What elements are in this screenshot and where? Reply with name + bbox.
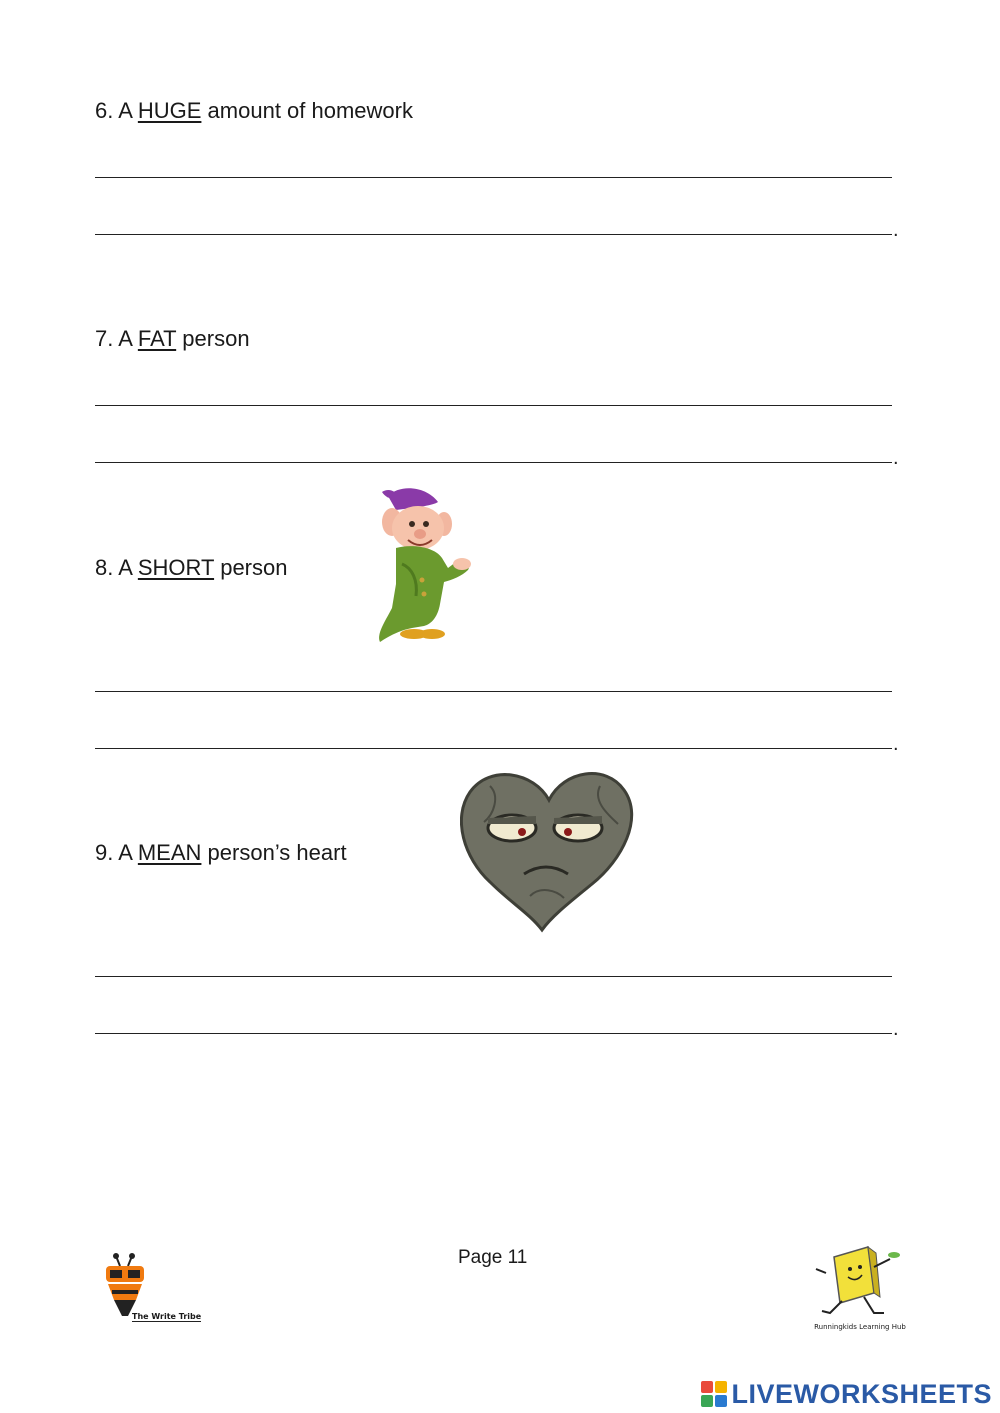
- question-post: person’s heart: [207, 840, 347, 865]
- dwarf-character-icon: [352, 484, 476, 648]
- question-pre: A: [118, 326, 132, 351]
- question-pre: A: [118, 555, 132, 580]
- page-number: Page 11: [458, 1247, 528, 1268]
- question-pre: A: [118, 98, 132, 123]
- question-number: 9.: [95, 840, 114, 865]
- answer-line-9b[interactable]: [95, 1033, 892, 1034]
- liveworksheets-text: LIVEWORKSHEETS: [731, 1378, 992, 1409]
- question-pre: A: [118, 840, 132, 865]
- runningkids-text: Runningkids Learning Hub: [814, 1323, 906, 1331]
- runningkids-logo: [812, 1243, 906, 1343]
- question-8: [95, 555, 287, 581]
- write-tribe-logo: [98, 1250, 208, 1330]
- answer-line-7a[interactable]: [95, 405, 892, 406]
- answer-line-6a[interactable]: [95, 177, 892, 178]
- question-number: 7.: [95, 326, 114, 351]
- answer-line-7b[interactable]: [95, 462, 892, 463]
- line-end-period: .: [893, 733, 899, 755]
- answer-line-8b[interactable]: [95, 748, 892, 749]
- liveworksheets-brand[interactable]: [701, 1378, 992, 1410]
- question-keyword: SHORT: [137, 555, 215, 580]
- line-end-period: .: [893, 219, 899, 241]
- question-keyword: FAT: [137, 326, 177, 351]
- answer-line-6b[interactable]: [95, 234, 892, 235]
- question-9: [95, 840, 347, 866]
- answer-line-9a[interactable]: [95, 976, 892, 977]
- question-6: [95, 98, 413, 124]
- question-7: [95, 326, 250, 352]
- liveworksheets-logo-icon: [701, 1381, 727, 1407]
- line-end-period: .: [893, 1018, 899, 1040]
- question-keyword: MEAN: [137, 840, 202, 865]
- question-number: 8.: [95, 555, 114, 580]
- question-post: person: [220, 555, 288, 580]
- stone-heart-icon: [460, 766, 638, 934]
- write-tribe-text: The Write Tribe: [132, 1312, 202, 1321]
- running-book-icon: [812, 1243, 902, 1319]
- line-end-period: .: [893, 447, 899, 469]
- question-keyword: HUGE: [137, 98, 202, 123]
- question-number: 6.: [95, 98, 114, 123]
- question-post: amount of homework: [207, 98, 413, 123]
- answer-line-8a[interactable]: [95, 691, 892, 692]
- question-post: person: [182, 326, 250, 351]
